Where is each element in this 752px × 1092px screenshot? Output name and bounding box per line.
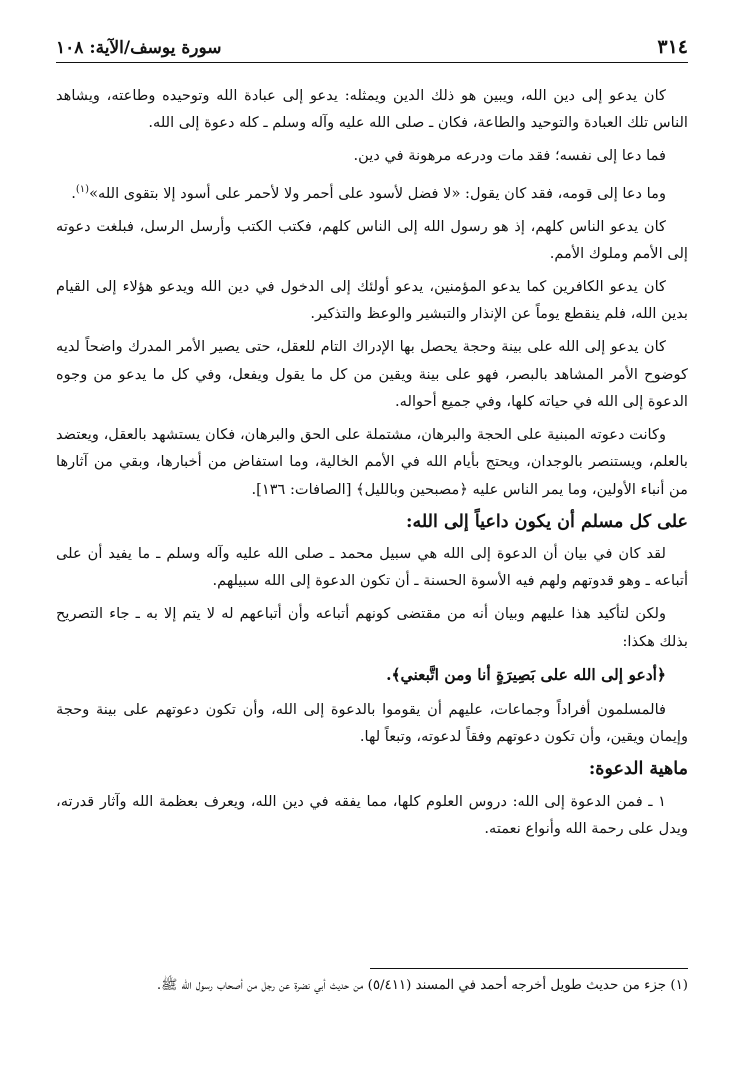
paragraph-2: فما دعا إلى نفسه؛ فقد مات ودرعه مرهونة في دين. [353,147,666,165]
paragraph-3-text: وما دعا إلى قومه، فقد كان يقول: «لا فضل لأسود على أحمر ولا لأحمر على أسود إلا بتقوى الله» [89,184,666,202]
section-heading-1: على كل مسلم أن يكون داعياً إلى الله: [406,511,688,532]
quran-verse: ﴿أدعو إلى الله على بَصِيرَةٍ أنا ومن اتَّبعني﴾. [386,664,666,684]
paragraph-8: لقد كان في بيان أن الدعوة إلى الله هي سبيل محمد ـ صلى الله عليه وآله وسلم ـ ما يفيد أن على أتباعه ـ وهو قدوتهم ولهم فيه الأسوة الحسنة ـ أن تكون الدعوة إلى الله سبيلهم. [56,544,688,590]
paragraph-10: فالمسلمون أفراداً وجماعات، عليهم أن يقوموا بالدعوة إلى الله، وأن تكون دعوتهم على بينة وحجة وإيمان ويقين، وأن تكون دعوتهم وفقاً لدعوته، وتبعاً لها. [56,700,688,746]
paragraph-9: ولكن لتأكيد هذا عليهم وبيان أنه من مقتضى كونهم أتباعه وأن أتباعهم له لا يتم إلا به ـ جاء التصريح بذلك هكذا: [56,605,688,650]
footnote-1: (١) جزء من حديث طويل أخرجه أحمد في المسند (٥/٤١١) من حديث أبي نضرة عن رجل من أصحاب رسول الله ﷺ. [156,978,688,993]
page-header [56,26,688,63]
paragraph-11: ١ ـ فمن الدعوة إلى الله: دروس العلوم كلها، مما يفقه في دين الله، ويعرف بعظمة الله وآثار قدرته، ويدل على رحمة الله وأنواع نعمته. [56,792,688,837]
paragraph-7: وكانت دعوته المبنية على الحجة والبرهان، مشتملة على الحق والبرهان، فكان يستشهد بالعقل، ويعتضد بالعلم، ويستنصر بالوجدان، ويحتج بأيام الله في الأمم الخالية، وما استفاض من أخبارها، وبقي من آثارها من أنباء الأولين، وما يمر الناس عليه ﴿مصبحين وبالليل﴾ [الصافات: ١٣٦]. [56,426,688,498]
paragraph-4: كان يدعو الناس كلهم، إذ هو رسول الله إلى الناس كلهم، فكتب الكتب وأرسل الرسل، فبلغت دعوته إلى الأمم وملوك الأمم. [56,217,688,262]
paragraph-6: كان يدعو إلى الله على بينة وحجة يحصل بها الإدراك التام للعقل، حتى يصير الأمر المدرك واضحاً لديه كوضوح الأمر المشاهد بالبصر، فهو على بينة ويقين من كل ما يقول ويفعل، وفي كل ما يدعو من وجوه الدعوة إلى الله في حياته كلها، وفي جميع أحواله. [56,338,688,410]
paragraph-3: وما دعا إلى قومه، فقد كان يقول: «لا فضل لأسود على أحمر ولا لأحمر على أسود إلا بتقوى الله»$^{(١)}$. [71,183,666,202]
page-body [56,82,688,848]
paragraph-5: كان يدعو الكافرين كما يدعو المؤمنين، يدعو أولئك إلى الدخول في دين الله ويدعو هؤلاء إلى القيام بدين الله، فلم ينقطع يوماً عن الإنذار والتبشير والوعظ والتذكير. [56,278,688,323]
footnote-reference: (١) [75,183,90,195]
page-number: ٣١٤ [657,36,688,58]
section-heading-2: ماهية الدعوة: [588,759,688,780]
footnote-divider [370,968,688,969]
running-title: سورة يوسف/الآية: ١٠٨ [56,38,222,58]
footnotes [56,974,688,998]
paragraph-1: كان يدعو إلى دين الله، ويبين هو ذلك الدين ويمثله: يدعو إلى عبادة الله وتوحيده وطاعته، ويشاهد الناس تلك العبادة والتوحيد والطاعة، فكان ـ صلى الله عليه وآله وسلم ـ كله دعوة إلى الله. [56,87,688,132]
